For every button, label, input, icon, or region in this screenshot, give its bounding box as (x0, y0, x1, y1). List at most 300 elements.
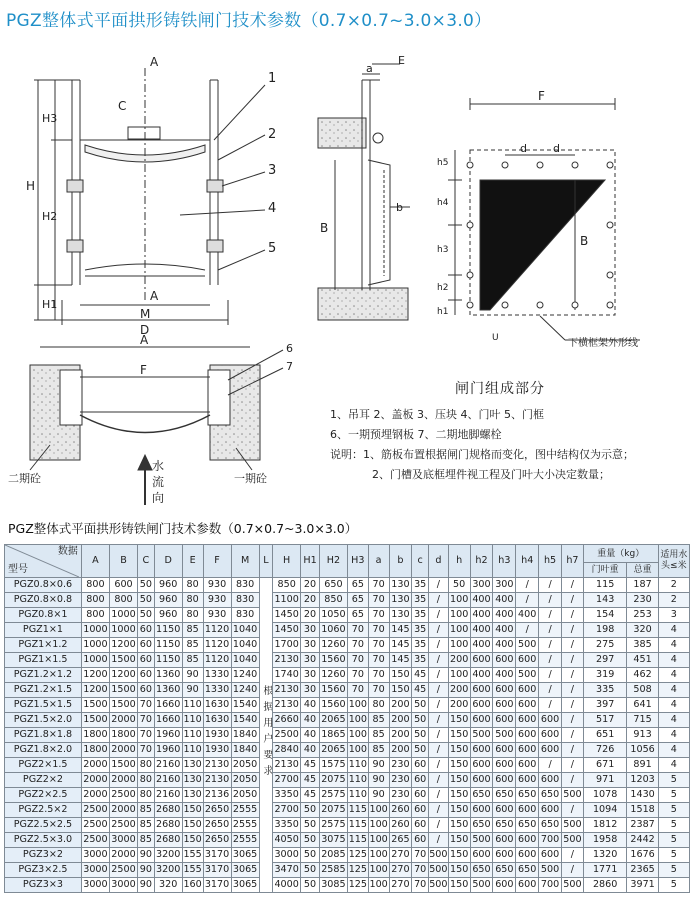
value-cell: / (562, 638, 584, 653)
value-cell: 1450 (273, 608, 301, 623)
col-header: h2 (470, 545, 493, 578)
value-cell: 2680 (154, 818, 182, 833)
value-cell: 2000 (109, 713, 137, 728)
weight-cell: 1676 (627, 848, 658, 863)
value-cell: 1330 (203, 668, 231, 683)
value-cell: 400 (470, 668, 493, 683)
frame-label-f: F (538, 89, 545, 103)
value-cell: 600 (516, 758, 539, 773)
value-cell: 70 (368, 578, 389, 593)
frame-label-h1: h1 (437, 307, 449, 317)
value-cell: 3170 (203, 848, 231, 863)
model-cell: PGZ1.2×1.2 (5, 668, 82, 683)
value-cell: 230 (389, 773, 412, 788)
value-cell: 700 (539, 878, 562, 893)
value-cell: 1660 (154, 698, 182, 713)
value-cell: 70 (138, 713, 155, 728)
model-cell: PGZ1.8×1.8 (5, 728, 82, 743)
value-cell: 1840 (231, 728, 259, 743)
value-cell: 500 (429, 878, 449, 893)
value-cell: 50 (412, 698, 429, 713)
value-cell: 1800 (109, 728, 137, 743)
weight-cell: 187 (627, 578, 658, 593)
col-header: h7 (562, 545, 584, 578)
weight-cell: 1958 (583, 833, 627, 848)
head-cell: 2 (658, 578, 689, 593)
label-d: D (140, 323, 150, 337)
col-header: C (138, 545, 155, 578)
value-cell: 40 (301, 728, 320, 743)
value-cell: 2500 (109, 863, 137, 878)
table-row (5, 698, 690, 713)
table-row (5, 758, 690, 773)
value-cell: 1500 (81, 713, 109, 728)
value-cell: 150 (182, 818, 203, 833)
value-cell: 70 (368, 653, 389, 668)
value-cell: 90 (182, 683, 203, 698)
value-cell: 110 (182, 728, 203, 743)
value-cell: 90 (182, 668, 203, 683)
value-cell: 300 (493, 578, 516, 593)
table-row (5, 803, 690, 818)
value-cell: 650 (493, 818, 516, 833)
value-cell: 100 (448, 668, 470, 683)
value-cell: 50 (301, 848, 320, 863)
value-cell: 1500 (109, 758, 137, 773)
value-cell: 100 (347, 698, 368, 713)
value-cell: 960 (154, 593, 182, 608)
value-cell: 600 (516, 833, 539, 848)
value-cell: 1000 (81, 638, 109, 653)
weight-cell: 297 (583, 653, 627, 668)
value-cell: 3350 (273, 788, 301, 803)
header-model-label: 型号 (8, 564, 28, 575)
value-cell: 650 (516, 788, 539, 803)
value-cell: 30 (301, 683, 320, 698)
head-cell: 5 (658, 788, 689, 803)
value-cell: 500 (539, 863, 562, 878)
value-cell: 2650 (203, 818, 231, 833)
head-cell: 4 (658, 683, 689, 698)
table-row (5, 878, 690, 893)
value-cell: 2575 (319, 788, 347, 803)
value-cell: 600 (470, 803, 493, 818)
value-cell: 200 (389, 743, 412, 758)
value-cell: 70 (368, 593, 389, 608)
value-cell: 35 (412, 638, 429, 653)
model-cell: PGZ1×1 (5, 623, 82, 638)
legend-line-1: 1、吊耳 2、盖板 3、压块 4、门叶 5、门框 (330, 408, 544, 421)
value-cell: / (429, 608, 449, 623)
value-cell: / (539, 698, 562, 713)
value-cell: / (429, 698, 449, 713)
head-cell: 5 (658, 773, 689, 788)
value-cell: 100 (347, 743, 368, 758)
value-cell: 600 (516, 848, 539, 863)
value-cell: 930 (203, 593, 231, 608)
model-cell: PGZ1.5×1.5 (5, 698, 82, 713)
value-cell: 110 (182, 713, 203, 728)
side-label-e: E (398, 54, 405, 67)
value-cell: 70 (347, 623, 368, 638)
value-cell: 600 (539, 803, 562, 818)
table-row (5, 638, 690, 653)
value-cell: 200 (448, 698, 470, 713)
frame-label-d1: d (520, 142, 527, 155)
flow-1: 水 (152, 459, 165, 473)
weight-cell: 462 (627, 668, 658, 683)
value-cell: 2575 (319, 818, 347, 833)
value-cell: 600 (470, 698, 493, 713)
value-cell: / (562, 698, 584, 713)
value-cell: 3200 (154, 848, 182, 863)
weight-cell: 517 (583, 713, 627, 728)
value-cell: 2000 (109, 773, 137, 788)
value-cell: 500 (516, 668, 539, 683)
value-cell: 400 (493, 593, 516, 608)
value-cell: 850 (319, 593, 347, 608)
value-cell: 150 (448, 848, 470, 863)
value-cell: 320 (154, 878, 182, 893)
value-cell: 60 (138, 653, 155, 668)
value-cell: 600 (516, 773, 539, 788)
value-cell: 650 (493, 788, 516, 803)
value-cell: 2075 (319, 803, 347, 818)
value-cell: 3075 (319, 833, 347, 848)
weight-cell: 2365 (627, 863, 658, 878)
value-cell: 60 (412, 833, 429, 848)
model-cell: PGZ3×2 (5, 848, 82, 863)
weight-sub-total: 总重 (627, 563, 658, 578)
value-cell: / (562, 653, 584, 668)
col-header: D (154, 545, 182, 578)
value-cell: / (539, 593, 562, 608)
value-cell: 3000 (81, 848, 109, 863)
value-cell: 40 (301, 698, 320, 713)
weight-cell: 2860 (583, 878, 627, 893)
value-cell: 100 (368, 878, 389, 893)
value-cell: 270 (389, 863, 412, 878)
value-cell: 500 (516, 638, 539, 653)
value-cell: 150 (448, 773, 470, 788)
head-cell: 5 (658, 818, 689, 833)
label-phase1: 一期砼 (234, 472, 267, 485)
value-cell: 1240 (231, 668, 259, 683)
value-cell: / (562, 623, 584, 638)
value-cell: 230 (389, 758, 412, 773)
value-cell: 3000 (81, 863, 109, 878)
value-cell: 500 (470, 878, 493, 893)
value-cell: 110 (182, 743, 203, 758)
value-cell: 1930 (203, 728, 231, 743)
value-cell: 1000 (109, 623, 137, 638)
weight-cell: 230 (627, 593, 658, 608)
value-cell: 600 (470, 653, 493, 668)
value-cell: 1500 (109, 683, 137, 698)
table-row (5, 818, 690, 833)
weight-cell: 1094 (583, 803, 627, 818)
weight-cell: 2387 (627, 818, 658, 833)
table-row (5, 608, 690, 623)
head-cell: 5 (658, 848, 689, 863)
weight-cell: 335 (583, 683, 627, 698)
value-cell: 600 (493, 848, 516, 863)
value-cell: 400 (470, 638, 493, 653)
head-cell: 2 (658, 593, 689, 608)
value-cell: 70 (347, 653, 368, 668)
weight-cell: 115 (583, 578, 627, 593)
value-cell: 600 (493, 683, 516, 698)
value-cell: 600 (493, 758, 516, 773)
side-label-a: a (366, 62, 373, 75)
value-cell: 600 (516, 653, 539, 668)
value-cell: 1040 (231, 623, 259, 638)
value-cell: 130 (389, 608, 412, 623)
value-cell: 60 (412, 818, 429, 833)
value-cell: 80 (368, 698, 389, 713)
value-cell: 45 (412, 683, 429, 698)
model-cell: PGZ1.2×1.5 (5, 683, 82, 698)
l-note: 根据用户要求 (260, 684, 272, 781)
value-cell: 100 (448, 608, 470, 623)
value-cell: 2500 (81, 818, 109, 833)
value-cell: / (562, 713, 584, 728)
value-cell: 1040 (231, 653, 259, 668)
value-cell: 2000 (81, 758, 109, 773)
value-cell: 800 (81, 593, 109, 608)
weight-cell: 275 (583, 638, 627, 653)
weight-cell: 891 (627, 758, 658, 773)
value-cell: 2160 (154, 758, 182, 773)
side-label-b: b (396, 201, 403, 214)
value-cell: 70 (347, 638, 368, 653)
value-cell: 1740 (273, 668, 301, 683)
value-cell: 50 (412, 728, 429, 743)
value-cell: 600 (539, 728, 562, 743)
value-cell: / (429, 833, 449, 848)
model-cell: PGZ1.5×2.0 (5, 713, 82, 728)
value-cell: 1700 (273, 638, 301, 653)
value-cell: 3085 (319, 878, 347, 893)
value-cell: 30 (301, 638, 320, 653)
value-cell: 1540 (231, 713, 259, 728)
plan-label-f: F (140, 363, 147, 377)
callout-7: 7 (286, 360, 293, 373)
value-cell: 70 (368, 638, 389, 653)
value-cell: 35 (412, 608, 429, 623)
value-cell: 2000 (109, 803, 137, 818)
value-cell: 200 (389, 698, 412, 713)
value-cell: 50 (138, 608, 155, 623)
value-cell: 130 (182, 773, 203, 788)
value-cell: 1200 (81, 668, 109, 683)
value-cell: 2050 (231, 788, 259, 803)
model-cell: PGZ0.8×1 (5, 608, 82, 623)
flow-2: 流 (152, 475, 165, 489)
value-cell: 100 (448, 623, 470, 638)
value-cell: 800 (109, 593, 137, 608)
value-cell: 2700 (273, 803, 301, 818)
table-row (5, 848, 690, 863)
value-cell: 80 (182, 608, 203, 623)
head-cell: 5 (658, 863, 689, 878)
value-cell: 800 (81, 608, 109, 623)
value-cell: 60 (138, 683, 155, 698)
value-cell: 2065 (319, 713, 347, 728)
value-cell: 130 (389, 578, 412, 593)
value-cell: / (516, 578, 539, 593)
weight-cell: 1430 (627, 788, 658, 803)
value-cell: / (429, 713, 449, 728)
value-cell: / (429, 758, 449, 773)
value-cell: 600 (470, 773, 493, 788)
value-cell: 600 (493, 878, 516, 893)
value-cell: 650 (516, 863, 539, 878)
value-cell: 1000 (81, 653, 109, 668)
col-header: M (231, 545, 259, 578)
weight-cell: 253 (627, 608, 658, 623)
value-cell: 650 (539, 788, 562, 803)
value-cell: 85 (138, 833, 155, 848)
value-cell: 150 (182, 803, 203, 818)
value-cell: 1000 (109, 608, 137, 623)
value-cell: 2050 (231, 773, 259, 788)
value-cell: 3200 (154, 863, 182, 878)
value-cell: 500 (562, 788, 584, 803)
value-cell: 100 (368, 848, 389, 863)
value-cell: 2585 (319, 863, 347, 878)
value-cell: 2680 (154, 833, 182, 848)
value-cell: 850 (273, 578, 301, 593)
value-cell: / (562, 578, 584, 593)
value-cell: 125 (347, 878, 368, 893)
value-cell: 35 (412, 578, 429, 593)
value-cell: 600 (516, 878, 539, 893)
value-cell: 1360 (154, 668, 182, 683)
value-cell: 150 (448, 878, 470, 893)
model-cell: PGZ1×1.5 (5, 653, 82, 668)
value-cell: 1120 (203, 638, 231, 653)
value-cell: 150 (448, 833, 470, 848)
legend-title: 闸门组成部分 (455, 381, 545, 397)
value-cell: / (429, 788, 449, 803)
value-cell: 1840 (231, 743, 259, 758)
value-cell: 600 (539, 773, 562, 788)
value-cell: 600 (516, 803, 539, 818)
value-cell: 2680 (154, 803, 182, 818)
value-cell: 1500 (109, 653, 137, 668)
table-row (5, 728, 690, 743)
value-cell: 100 (368, 803, 389, 818)
weight-cell: 913 (627, 728, 658, 743)
weight-cell: 508 (627, 683, 658, 698)
value-cell: 3000 (273, 848, 301, 863)
value-cell: 2000 (81, 788, 109, 803)
value-cell: 400 (493, 623, 516, 638)
col-header: A (81, 545, 109, 578)
value-cell: 100 (368, 833, 389, 848)
value-cell: 90 (368, 758, 389, 773)
model-cell: PGZ2.5×2 (5, 803, 82, 818)
value-cell: 150 (448, 758, 470, 773)
value-cell: 115 (347, 833, 368, 848)
value-cell: 35 (412, 593, 429, 608)
value-cell: 90 (368, 773, 389, 788)
value-cell: 150 (389, 668, 412, 683)
side-label-big-b: B (320, 221, 329, 235)
frame-note: 下横框架外形线 (568, 338, 638, 349)
weight-cell: 651 (583, 728, 627, 743)
value-cell: 110 (347, 773, 368, 788)
value-cell: 160 (182, 878, 203, 893)
table-row (5, 623, 690, 638)
value-cell: 1200 (109, 668, 137, 683)
value-cell: 150 (448, 728, 470, 743)
value-cell: 830 (231, 608, 259, 623)
value-cell: 300 (470, 578, 493, 593)
value-cell: 40 (301, 713, 320, 728)
value-cell: / (429, 653, 449, 668)
value-cell: 600 (516, 743, 539, 758)
value-cell: 200 (448, 683, 470, 698)
value-cell: 130 (182, 788, 203, 803)
value-cell: 150 (448, 743, 470, 758)
value-cell: 600 (470, 713, 493, 728)
value-cell: 600 (516, 698, 539, 713)
value-cell: 2085 (319, 848, 347, 863)
legend-line-2: 6、一期预埋钢板 7、二期地脚螺栓 (330, 428, 502, 441)
value-cell: 600 (493, 773, 516, 788)
value-cell: 2075 (319, 773, 347, 788)
value-cell: 600 (470, 683, 493, 698)
value-cell: 700 (539, 833, 562, 848)
value-cell: 930 (203, 578, 231, 593)
value-cell: 650 (493, 863, 516, 878)
value-cell: 600 (470, 848, 493, 863)
model-cell: PGZ2×1.5 (5, 758, 82, 773)
value-cell: 650 (470, 863, 493, 878)
weight-cell: 198 (583, 623, 627, 638)
value-cell: 60 (138, 623, 155, 638)
table-row (5, 593, 690, 608)
value-cell: / (562, 593, 584, 608)
l-note-cell (259, 578, 273, 893)
value-cell: 800 (81, 578, 109, 593)
value-cell: 2130 (273, 758, 301, 773)
table-row (5, 773, 690, 788)
value-cell: 265 (389, 833, 412, 848)
head-cell: 4 (658, 758, 689, 773)
value-cell: 500 (429, 848, 449, 863)
side-section (318, 64, 410, 320)
value-cell: 65 (347, 593, 368, 608)
value-cell: 150 (448, 713, 470, 728)
value-cell: 3170 (203, 863, 231, 878)
value-cell: 2130 (273, 698, 301, 713)
value-cell: / (539, 638, 562, 653)
value-cell: 50 (301, 878, 320, 893)
value-cell: 2130 (203, 758, 231, 773)
value-cell: 400 (493, 608, 516, 623)
value-cell: 70 (347, 683, 368, 698)
value-cell: 50 (301, 863, 320, 878)
value-cell: 2500 (81, 803, 109, 818)
value-cell: 650 (319, 578, 347, 593)
plan-label-a: A (140, 333, 149, 347)
value-cell: 90 (138, 878, 155, 893)
table-row (5, 833, 690, 848)
value-cell: 70 (368, 668, 389, 683)
